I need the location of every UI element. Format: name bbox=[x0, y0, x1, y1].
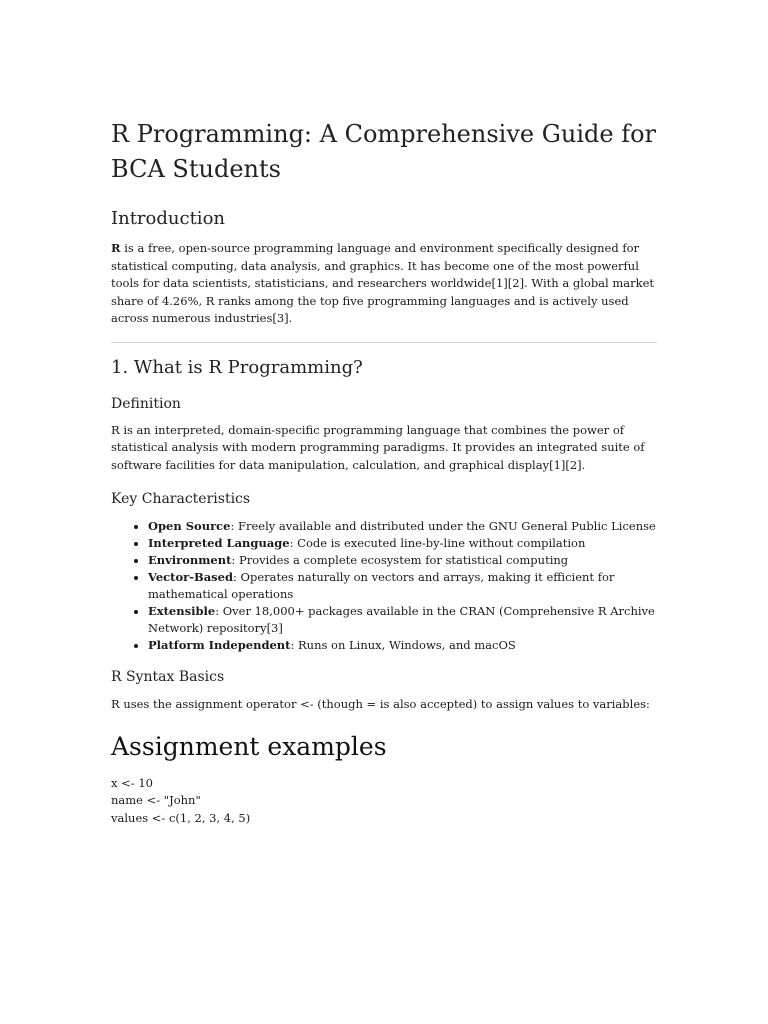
code-block bbox=[111, 775, 657, 828]
list-item bbox=[148, 637, 657, 654]
syntax-heading: R Syntax Basics bbox=[111, 669, 225, 685]
section-heading-what-is-r: 1. What is R Programming? bbox=[111, 356, 363, 378]
syntax-paragraph: R uses the assignment operator <- (though = is also accepted) to assign values to variables: bbox=[111, 697, 650, 711]
list-item bbox=[148, 518, 657, 535]
intro-lead-term: R bbox=[111, 241, 121, 255]
page-title: R Programming: A Comprehensive Guide for BCA Students bbox=[111, 120, 657, 183]
list-item bbox=[148, 552, 657, 569]
list-item-term: Platform Independent bbox=[148, 638, 291, 652]
list-item-desc: : Runs on Linux, Windows, and macOS bbox=[290, 638, 516, 652]
key-characteristics-list bbox=[111, 518, 657, 654]
list-item-term: Interpreted Language bbox=[148, 536, 290, 550]
list-item-desc: : Code is executed line-by-line without compilation bbox=[289, 536, 586, 550]
section-divider bbox=[111, 342, 657, 343]
list-item-desc: : Over 18,000+ packages available in the CRAN (Comprehensive R Archive Network) repository[3] bbox=[148, 604, 655, 635]
intro-heading: Introduction bbox=[111, 208, 225, 229]
key-characteristics-heading: Key Characteristics bbox=[111, 491, 251, 507]
list-item-term: Environment bbox=[148, 553, 232, 567]
list-item-desc: : Freely available and distributed under the GNU General Public License bbox=[230, 519, 656, 533]
list-item bbox=[148, 535, 657, 552]
definition-paragraph: R is an interpreted, domain-specific programming language that combines the power of statistical analysis with modern programming paradigms. It provides an integrated suite of software facilities for data manipulation, calculation, and graphical display[1][2]. bbox=[111, 422, 645, 472]
list-item-term: Extensible bbox=[148, 604, 216, 618]
list-item-desc: : Operates naturally on vectors and arrays, making it efficient for mathematical operations bbox=[148, 570, 615, 601]
code-line: values <- c(1, 2, 3, 4, 5) bbox=[111, 810, 251, 825]
document-content bbox=[111, 117, 657, 827]
intro-paragraph bbox=[111, 240, 657, 328]
intro-text: is a free, open-source programming language and environment specifically designed for statistical computing, data analysis, and graphics. It has become one of the most powerful tools for data scientists, statisticians, and researchers worldwide[1][2]. With a global market share of 4.26%, R ranks among the top five programming languages and is actively used across numerous industries[3]. bbox=[111, 241, 655, 325]
definition-heading: Definition bbox=[111, 395, 181, 412]
code-line: name <- "John" bbox=[111, 793, 201, 807]
list-item bbox=[148, 603, 657, 637]
list-item-term: Open Source bbox=[148, 519, 231, 533]
code-line: x <- 10 bbox=[111, 775, 153, 790]
assignment-heading: Assignment examples bbox=[111, 731, 387, 761]
list-item-term: Vector-Based bbox=[148, 570, 234, 584]
list-item-desc: : Provides a complete ecosystem for statistical computing bbox=[231, 553, 569, 567]
list-item bbox=[148, 569, 657, 603]
